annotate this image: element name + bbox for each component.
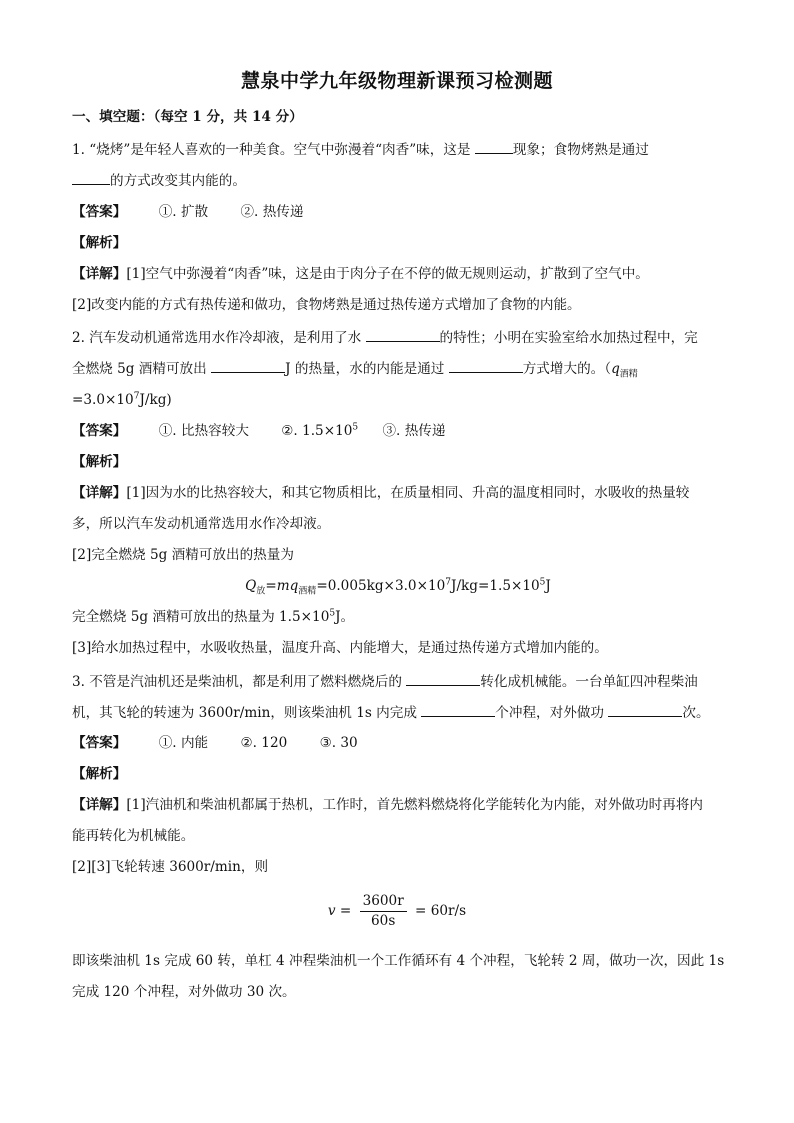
q2-detail-3 (72, 607, 724, 627)
answer-blank (608, 702, 682, 717)
q2-line-1 (72, 327, 724, 348)
page-title: 慧泉中学九年级物理新课预习检测题 (240, 70, 553, 92)
q3-line-2 (72, 702, 724, 723)
answer-label: 【答案】 (72, 204, 127, 220)
detail-text: 完全燃烧 5g 酒精可放出的热量为 1.5×10 (72, 609, 330, 625)
q1-text: 的方式改变其内能的。 (110, 173, 246, 189)
q1-text: 1. “烧烤”是年轻人喜欢的一种美食。空气中弥漫着“肉香”味，这是 (72, 142, 471, 158)
q3-formula (0, 893, 794, 930)
detail-label: 【详解】 (72, 797, 127, 813)
superscript: 5 (352, 422, 359, 433)
q1-detail-2: [2]改变内能的方式有热传递和做功，食物烤熟是通过热传递方式增加了食物的内能。 (72, 297, 581, 313)
q3-answer (72, 733, 724, 753)
q2-text: 方式增大的。（ (522, 361, 612, 377)
answer-item: ②. 1.5×10 (281, 423, 353, 439)
fraction (360, 893, 407, 930)
q1-line-2 (72, 170, 724, 191)
formula-text: =0.005kg×3.0×10 (316, 578, 446, 594)
q3-detail-2: [2][3]飞轮转速 3600r/min，则 (72, 859, 269, 875)
answer-item: ①. 内能 (158, 735, 209, 751)
answer-item: ②. 120 (240, 735, 288, 751)
answer-blank (366, 327, 440, 342)
formula-text: J (545, 578, 551, 594)
answer-blank (406, 671, 480, 686)
answer-blank (475, 139, 513, 154)
analysis-label: 【解析】 (72, 766, 127, 782)
analysis-label: 【解析】 (72, 454, 127, 470)
answer-blank (211, 358, 285, 373)
symbol-v: v (327, 903, 336, 919)
q3-detail-3b: 完成 120 个冲程，对外做功 30 次。 (72, 984, 296, 1000)
analysis-label: 【解析】 (72, 235, 127, 251)
subscript: 酒精 (298, 586, 317, 597)
detail-text: [1]空气中弥漫着“肉香”味，这是由于肉分子在不停的做无规则运动，扩散到了空气中。 (126, 266, 649, 282)
q3-text: 次。 (682, 705, 710, 721)
answer-blank (72, 170, 110, 185)
q2-detail-4: [3]给水加热过程中，水吸收热量，温度升高、内能增大，是通过热传递方式增加内能的。 (72, 640, 608, 656)
answer-item: ③. 热传递 (382, 423, 446, 439)
fraction-numerator: 3600r (360, 893, 407, 912)
superscript: 7 (445, 577, 451, 588)
answer-label: 【答案】 (72, 735, 127, 751)
q2-text: 全燃烧 5g 酒精可放出 (72, 361, 207, 377)
q2-text: 2. 汽车发动机通常选用水作冷却液，是利用了水 (72, 330, 362, 346)
q1-answer (72, 202, 724, 222)
detail-text: [1]因为水的比热容较大，和其它物质相比，在质量相同、升高的温度相同时，水吸收的热量较 (126, 485, 690, 501)
answer-item: ①. 扩散 (158, 204, 209, 220)
answer-label: 【答案】 (72, 423, 127, 439)
q3-text: 转化成机械能。一台单缸四冲程柴油 (480, 674, 698, 690)
subscript: 酒精 (619, 369, 638, 380)
formula-text: J/kg=1.5×10 (451, 578, 540, 594)
q3-text: 个冲程，对外做功 (495, 705, 605, 721)
q1-line-1 (72, 139, 724, 160)
q2-text: 的特性；小明在实验室给水加热过程中，完 (439, 330, 698, 346)
q2-answer (72, 421, 724, 441)
q2-formula (72, 576, 724, 596)
detail-label: 【详解】 (72, 485, 127, 501)
q3-detail-1 (72, 795, 724, 815)
q3-text: 机，其飞轮的转速为 3600r/min，则该柴油机 1s 内完成 (72, 705, 417, 721)
subscript: 放 (256, 586, 266, 597)
q1-text: 现象；食物烤熟是通过 (512, 142, 649, 158)
q2-detail-2: [2]完全燃烧 5g 酒精可放出的热量为 (72, 547, 294, 563)
q2-line-2 (72, 358, 724, 379)
q2-text: =3.0×10 (72, 392, 134, 408)
answer-blank (421, 702, 495, 717)
answer-item: ③. 30 (319, 735, 358, 751)
superscript: 5 (539, 577, 546, 588)
q2-line-3 (72, 390, 724, 410)
q3-detail-1b: 能再转化为机械能。 (72, 828, 195, 844)
detail-text: [1]汽油机和柴油机都属于热机，工作时，首先燃料燃烧将化学能转化为内能，对外做功时再将内 (126, 797, 703, 813)
superscript: 5 (329, 608, 336, 619)
answer-blank (449, 358, 523, 373)
formula-text: = (339, 903, 352, 919)
q1-detail-1 (72, 264, 724, 284)
symbol-Q: Q (245, 578, 257, 594)
section-heading: 一、填空题：（每空 1 分，共 14 分） (72, 109, 303, 125)
answer-item: ①. 比热容较大 (158, 423, 249, 439)
formula-text: = 60r/s (415, 903, 467, 919)
fraction-denominator: 60s (371, 913, 396, 929)
q3-text: 3. 不管是汽油机还是柴油机，都是利用了燃料燃烧后的 (72, 674, 402, 690)
q3-line-1 (72, 671, 724, 692)
symbol-q: q (611, 361, 620, 377)
q2-text: J/kg) (139, 392, 172, 408)
formula-text: =mq (265, 578, 299, 594)
detail-text: J。 (335, 609, 355, 625)
q2-detail-1 (72, 483, 724, 503)
q2-detail-1b: 多，所以汽车发动机通常选用水作冷却液。 (72, 516, 331, 532)
detail-label: 【详解】 (72, 266, 127, 282)
superscript: 7 (133, 391, 140, 402)
answer-item: ②. 热传递 (240, 204, 304, 220)
q2-text: J 的热量，水的内能是通过 (285, 361, 445, 377)
q3-detail-3: 即该柴油机 1s 完成 60 转，单杠 4 冲程柴油机一个工作循环有 4 个冲程，飞轮转 2 周，做功一次，因此 1s (72, 953, 725, 969)
